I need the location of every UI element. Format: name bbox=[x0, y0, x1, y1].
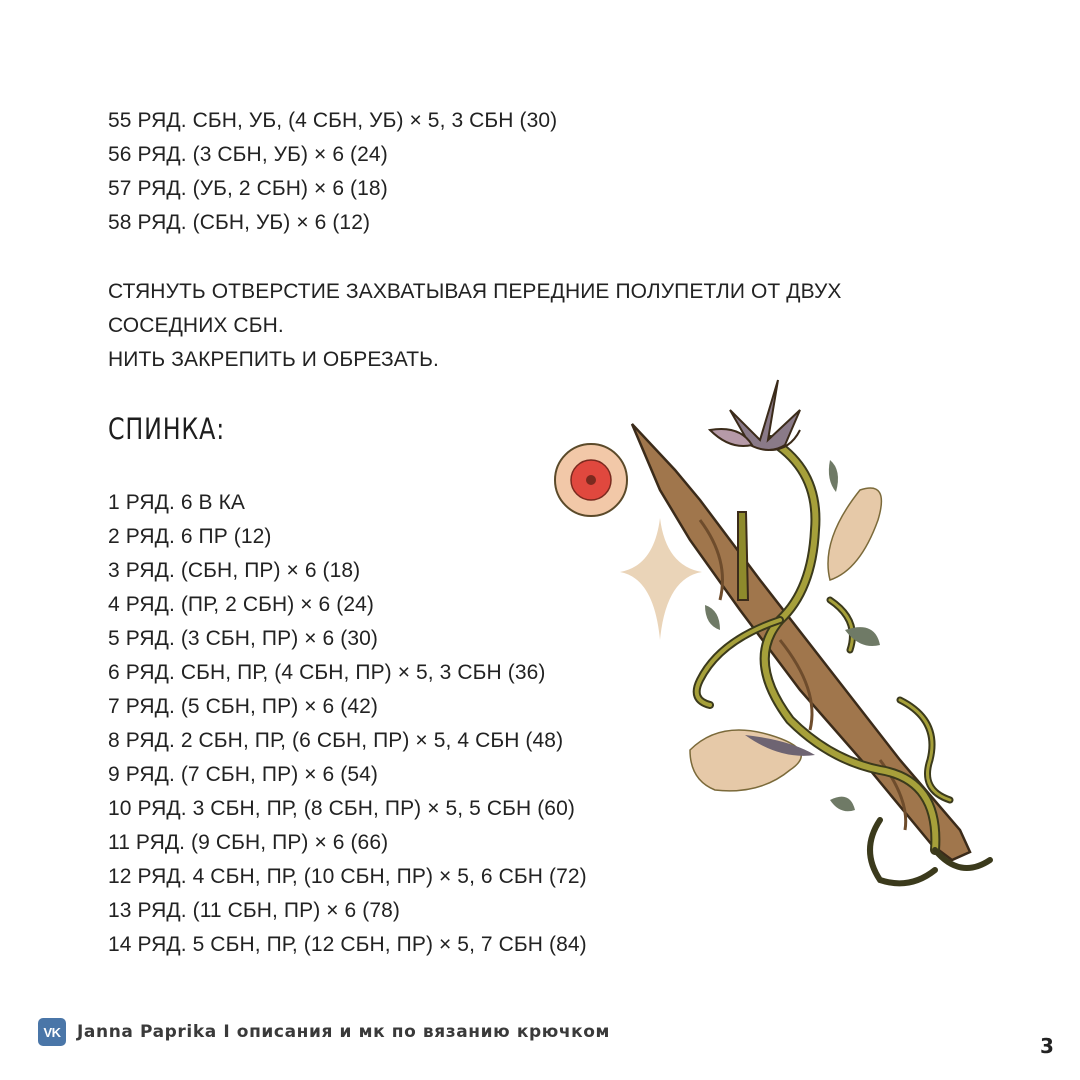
pattern-row: 2 РЯД. 6 ПР (12) bbox=[108, 525, 272, 548]
pattern-row: 55 РЯД. СБН, УБ, (4 СБН, УБ) × 5, 3 СБН (30) bbox=[108, 109, 558, 132]
pattern-row: 11 РЯД. (9 СБН, ПР) × 6 (66) bbox=[108, 831, 389, 854]
pattern-row: 8 РЯД. 2 СБН, ПР, (6 СБН, ПР) × 5, 4 СБН (48) bbox=[108, 729, 564, 752]
leaf-icon bbox=[828, 488, 881, 580]
pattern-row: 56 РЯД. (3 СБН, УБ) × 6 (24) bbox=[108, 143, 388, 166]
author-credit: Janna Paprika I описания и мк по вязанию крючком bbox=[77, 1022, 611, 1042]
pattern-rows-top bbox=[108, 104, 557, 240]
pattern-row: 5 РЯД. (3 СБН, ПР) × 6 (30) bbox=[108, 627, 378, 650]
note-line: СОСЕДНИХ СБН. bbox=[108, 314, 284, 337]
vk-icon[interactable]: VK bbox=[38, 1018, 66, 1046]
pattern-row: 13 РЯД. (11 СБН, ПР) × 6 (78) bbox=[108, 899, 400, 922]
pattern-row: 14 РЯД. 5 СБН, ПР, (12 СБН, ПР) × 5, 7 СБН (84) bbox=[108, 933, 587, 956]
footer-credit bbox=[38, 1018, 610, 1046]
pattern-row: 12 РЯД. 4 СБН, ПР, (10 СБН, ПР) × 5, 6 СБН (72) bbox=[108, 865, 587, 888]
leaf-icon bbox=[690, 730, 801, 791]
pattern-rows-back bbox=[108, 486, 587, 962]
pattern-row: 3 РЯД. (СБН, ПР) × 6 (18) bbox=[108, 559, 361, 582]
pattern-row: 4 РЯД. (ПР, 2 СБН) × 6 (24) bbox=[108, 593, 375, 616]
pattern-row: 1 РЯД. 6 В КА bbox=[108, 491, 246, 514]
pattern-row: 6 РЯД. СБН, ПР, (4 СБН, ПР) × 5, 3 СБН (36) bbox=[108, 661, 546, 684]
pattern-row: 10 РЯД. 3 СБН, ПР, (8 СБН, ПР) × 5, 5 СБН (60) bbox=[108, 797, 575, 820]
section-title: СПИНКА: bbox=[108, 412, 226, 446]
page-number: 3 bbox=[1040, 1034, 1054, 1058]
pattern-row: 58 РЯД. (СБН, УБ) × 6 (12) bbox=[108, 211, 371, 234]
note-line: СТЯНУТЬ ОТВЕРСТИЕ ЗАХВАТЫВАЯ ПЕРЕДНИЕ ПОЛУПЕТЛИ ОТ ДВУХ bbox=[108, 280, 842, 303]
flower-icon bbox=[555, 444, 627, 516]
lotus-bud-icon bbox=[710, 380, 800, 450]
pattern-row: 7 РЯД. (5 СБН, ПР) × 6 (42) bbox=[108, 695, 378, 718]
note-line: НИТЬ ЗАКРЕПИТЬ И ОБРЕЗАТЬ. bbox=[108, 348, 439, 371]
leaf-icon bbox=[830, 797, 855, 812]
floral-ornament-illustration bbox=[540, 370, 1010, 900]
finishing-note bbox=[108, 275, 842, 377]
leaf-icon bbox=[829, 460, 838, 492]
pattern-row: 9 РЯД. (7 СБН, ПР) × 6 (54) bbox=[108, 763, 378, 786]
pattern-row: 57 РЯД. (УБ, 2 СБН) × 6 (18) bbox=[108, 177, 388, 200]
leaf-icon bbox=[705, 605, 720, 630]
